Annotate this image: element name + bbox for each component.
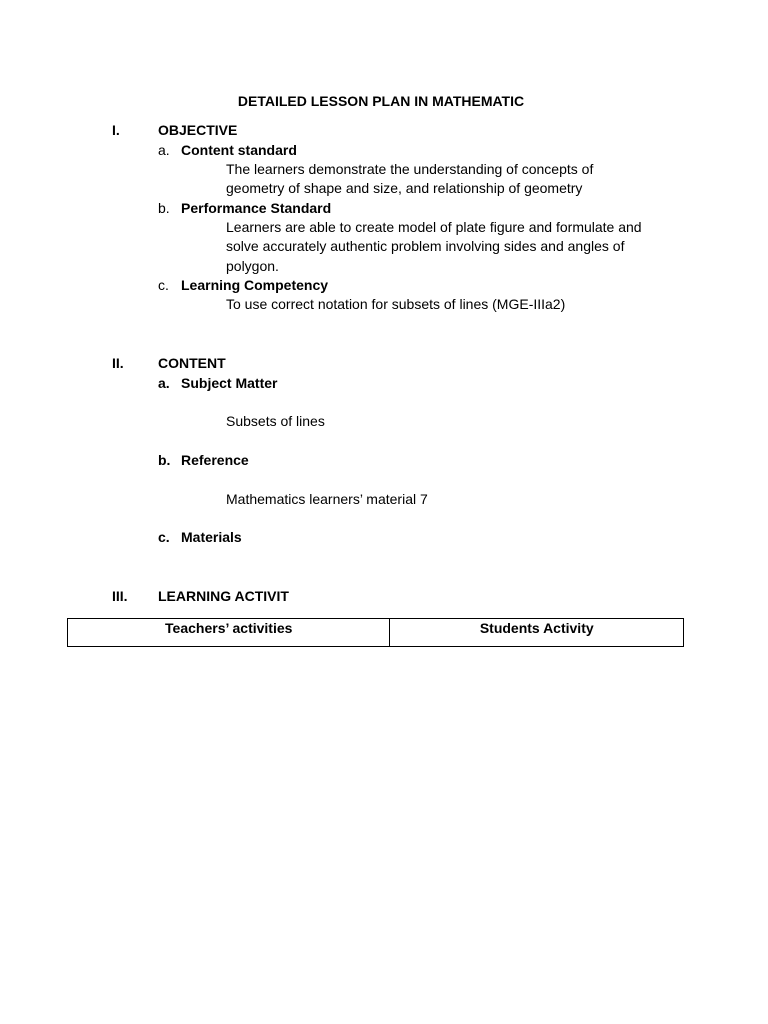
item-letter-materials: c. [158,529,170,545]
learning-competency-line-1: To use correct notation for subsets of lines (MGE-IIIa2) [226,296,566,312]
content-standard-line-1: The learners demonstrate the understanding of concepts of [226,161,594,177]
subject-matter-text: Subsets of lines [226,413,325,429]
section-heading-learning-activity: LEARNING ACTIVIT [158,588,289,604]
performance-standard-line-2: solve accurately authentic problem involving sides and angles of [226,238,625,254]
item-letter-reference: b. [158,452,171,468]
content-standard-line-2: geometry of shape and size, and relationship of geometry [226,180,583,196]
document-title: DETAILED LESSON PLAN IN MATHEMATIC [237,93,525,109]
item-label-materials: Materials [181,529,242,545]
section-numeral-content: II. [112,355,124,371]
item-label-subject-matter: Subject Matter [181,375,278,391]
item-letter-performance-standard: b. [158,200,170,216]
learning-activity-table [67,618,684,647]
performance-standard-line-3: polygon. [226,258,279,274]
item-letter-content-standard: a. [158,142,170,158]
item-letter-learning-competency: c. [158,277,169,293]
section-heading-content: CONTENT [158,355,226,371]
performance-standard-line-1: Learners are able to create model of plate figure and formulate and [226,219,642,235]
item-label-performance-standard: Performance Standard [181,200,332,216]
table-header-students-activity: Students Activity [390,619,684,647]
reference-text: Mathematics learners’ material 7 [226,491,428,507]
section-heading-objective: OBJECTIVE [158,122,238,138]
section-numeral-objective: I. [112,122,120,138]
table-header-row [68,619,684,647]
item-label-reference: Reference [181,452,249,468]
table-header-teachers-activities: Teachers’ activities [68,619,390,647]
item-letter-subject-matter: a. [158,375,170,391]
item-label-learning-competency: Learning Competency [181,277,329,293]
section-numeral-learning-activity: III. [112,588,128,604]
item-label-content-standard: Content standard [181,142,297,158]
